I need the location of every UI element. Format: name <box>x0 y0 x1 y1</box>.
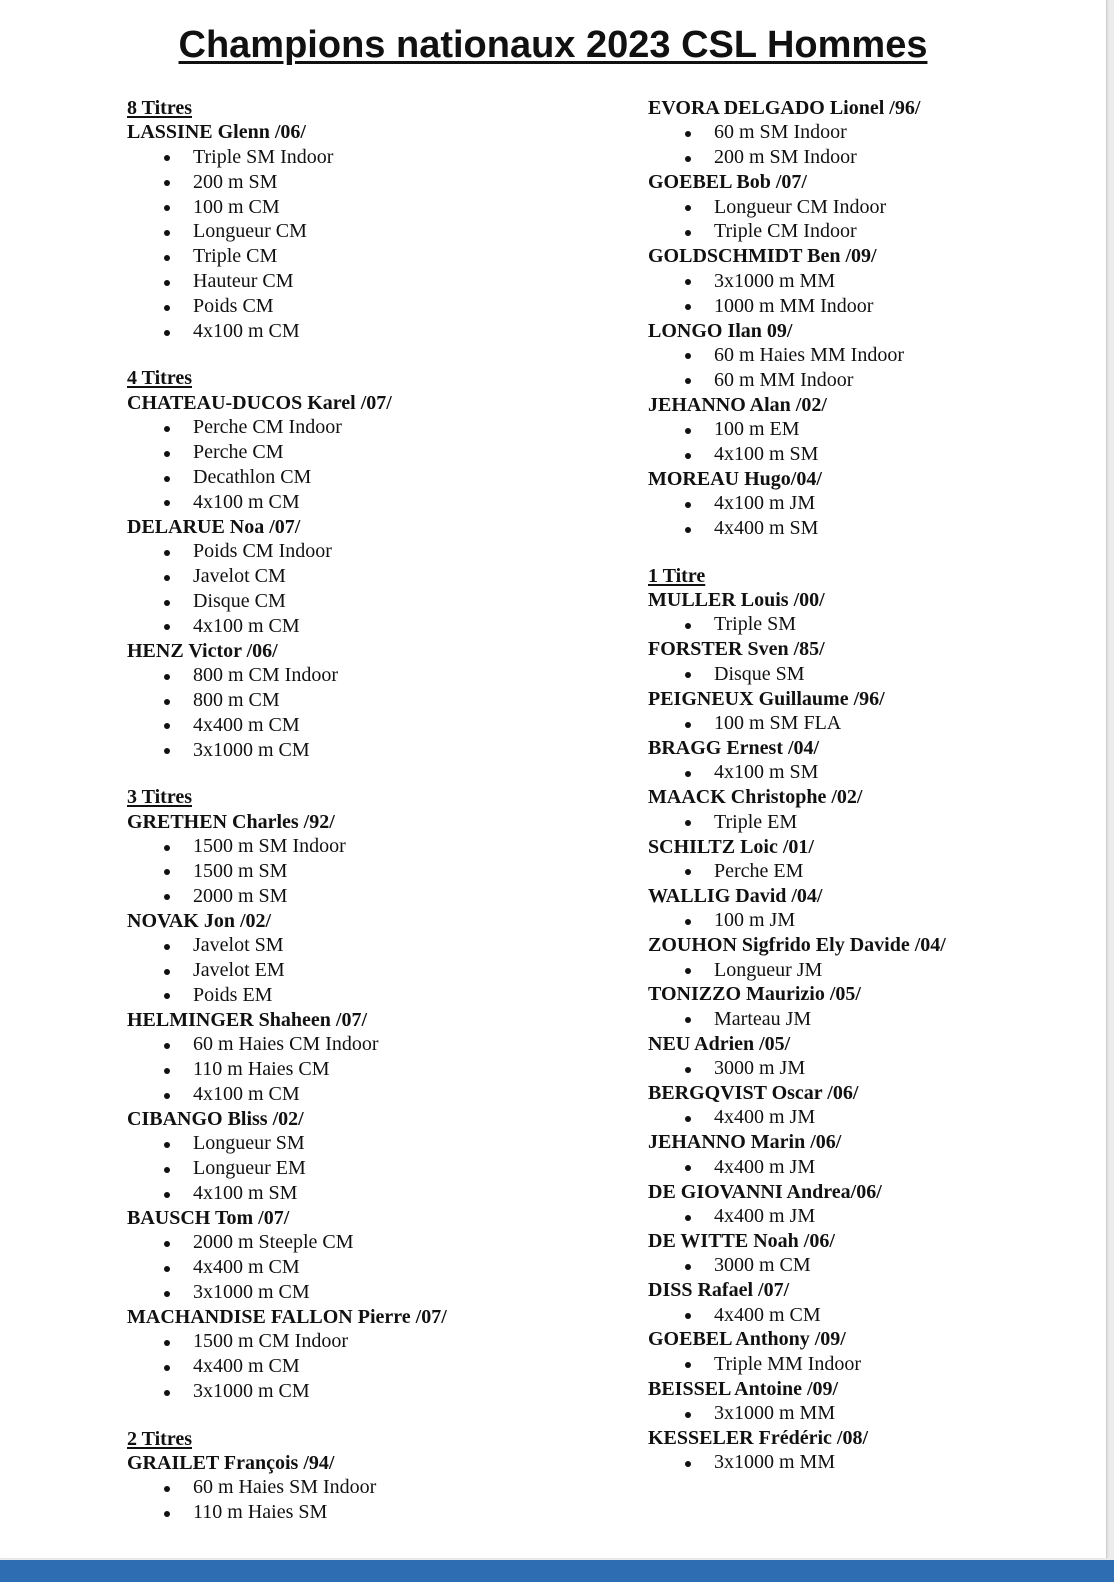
event-list <box>648 1303 1088 1328</box>
event-item: 1500 m CM Indoor <box>127 1329 597 1354</box>
section-heading: 8 Titres <box>127 97 193 119</box>
event-item: Decathlon CM <box>127 465 597 490</box>
athlete-entry <box>648 1081 1088 1130</box>
event-item: 3000 m CM <box>648 1253 1088 1278</box>
event-list <box>648 1401 1088 1426</box>
athlete-name: DE GIOVANNI Andrea/06/ <box>648 1180 882 1203</box>
athlete-entry <box>648 982 1088 1031</box>
athlete-name: BAUSCH Tom /07/ <box>127 1206 290 1229</box>
event-item: 1500 m SM Indoor <box>127 834 597 859</box>
event-item: Longueur CM Indoor <box>648 195 1088 220</box>
event-item: 3x1000 m MM <box>648 1450 1088 1475</box>
athlete-name: KESSELER Frédéric /08/ <box>648 1427 868 1450</box>
athlete-entry <box>648 467 1088 541</box>
athlete-entry <box>648 1327 1088 1376</box>
athlete-name: BRAGG Ernest /04/ <box>648 736 820 759</box>
title-group <box>127 366 597 762</box>
event-item: 4x100 m SM <box>648 442 1088 467</box>
event-item: 4x400 m CM <box>648 1303 1088 1328</box>
event-list <box>648 711 1088 736</box>
event-item: 4x400 m JM <box>648 1204 1088 1229</box>
event-list <box>127 1329 597 1404</box>
athlete-name: ZOUHON Sigfrido Ely Davide /04/ <box>648 934 946 957</box>
event-item: Poids CM <box>127 294 597 319</box>
event-item: 100 m JM <box>648 908 1088 933</box>
event-item: 4x100 m CM <box>127 490 597 515</box>
event-item: Javelot CM <box>127 564 597 589</box>
athlete-entry <box>648 244 1088 318</box>
athlete-name: DE WITTE Noah /06/ <box>648 1229 835 1252</box>
event-item: 100 m SM FLA <box>648 711 1088 736</box>
event-list <box>648 1204 1088 1229</box>
athlete-entry <box>648 1180 1088 1229</box>
event-item: Longueur JM <box>648 958 1088 983</box>
event-list <box>127 415 597 515</box>
athlete-name: SCHILTZ Loic /01/ <box>648 835 814 858</box>
section-heading: 2 Titres <box>127 1427 193 1450</box>
athlete-entry <box>127 1451 597 1525</box>
athlete-name: TONIZZO Maurizio /05/ <box>648 983 861 1006</box>
event-item: 110 m Haies CM <box>127 1057 597 1082</box>
event-item: Javelot SM <box>127 933 597 958</box>
event-item: 4x400 m CM <box>127 1255 597 1280</box>
event-item: 4x100 m CM <box>127 319 597 344</box>
event-item: Disque CM <box>127 589 597 614</box>
athlete-name: PEIGNEUX Guillaume /96/ <box>648 687 885 710</box>
event-item: Triple EM <box>648 810 1088 835</box>
event-item: 4x400 m CM <box>127 1354 597 1379</box>
event-list <box>648 1155 1088 1180</box>
athlete-entry <box>648 736 1088 785</box>
event-list <box>648 1056 1088 1081</box>
event-list <box>648 612 1088 637</box>
event-item: 800 m CM Indoor <box>127 663 597 688</box>
event-item: 4x400 m JM <box>648 1105 1088 1130</box>
event-list <box>127 1032 597 1107</box>
event-item: Perche CM Indoor <box>127 415 597 440</box>
title-group <box>127 785 597 1404</box>
event-list <box>648 908 1088 933</box>
event-item: Javelot EM <box>127 958 597 983</box>
event-item: Poids EM <box>127 983 597 1008</box>
event-list <box>648 859 1088 884</box>
event-item: Longueur SM <box>127 1131 597 1156</box>
athlete-name: MACHANDISE FALLON Pierre /07/ <box>127 1306 447 1329</box>
athlete-name: JEHANNO Marin /06/ <box>648 1131 842 1154</box>
event-item: 4x100 m JM <box>648 491 1088 516</box>
athlete-entry <box>648 1377 1088 1426</box>
athlete-name: HELMINGER Shaheen /07/ <box>127 1008 368 1031</box>
event-item: 3x1000 m MM <box>648 1401 1088 1426</box>
athlete-name: BEISSEL Antoine /09/ <box>648 1377 839 1400</box>
event-item: 4x100 m SM <box>127 1181 597 1206</box>
event-list <box>648 269 1088 319</box>
athlete-name: DISS Rafael /07/ <box>648 1279 790 1302</box>
page-title: Champions nationaux 2023 CSL Hommes <box>178 24 928 66</box>
athlete-name: MOREAU Hugo/04/ <box>648 467 822 490</box>
event-item: 4x100 m CM <box>127 1082 597 1107</box>
event-item: 4x400 m JM <box>648 1155 1088 1180</box>
event-item: 3x1000 m CM <box>127 1280 597 1305</box>
event-item: 60 m Haies SM Indoor <box>127 1475 597 1500</box>
event-list <box>648 1105 1088 1130</box>
event-item: Perche EM <box>648 859 1088 884</box>
event-item: 60 m MM Indoor <box>648 368 1088 393</box>
window-bottom-bar <box>0 1560 1114 1582</box>
event-item: Triple SM <box>648 612 1088 637</box>
athlete-name: GOLDSCHMIDT Ben /09/ <box>648 245 877 268</box>
athlete-entry <box>648 170 1088 244</box>
athlete-entry <box>648 884 1088 933</box>
athlete-entry <box>648 637 1088 686</box>
event-item: Triple CM <box>127 244 597 269</box>
event-item: Disque SM <box>648 662 1088 687</box>
athlete-entry <box>648 319 1088 393</box>
event-list <box>127 1230 597 1305</box>
athlete-entry <box>648 588 1088 637</box>
athlete-name: GOEBEL Bob /07/ <box>648 171 807 194</box>
event-item: Triple MM Indoor <box>648 1352 1088 1377</box>
event-list <box>648 491 1088 541</box>
event-list <box>648 1450 1088 1475</box>
athlete-entry <box>127 1305 597 1404</box>
event-list <box>648 195 1088 245</box>
athlete-name: FORSTER Sven /85/ <box>648 638 825 661</box>
title-group <box>648 564 1088 1476</box>
athlete-name: CIBANGO Bliss /02/ <box>127 1107 304 1130</box>
event-list <box>127 145 597 344</box>
athlete-entry <box>127 639 597 763</box>
event-item: 4x100 m SM <box>648 760 1088 785</box>
athlete-entry <box>127 909 597 1008</box>
event-item: Triple CM Indoor <box>648 219 1088 244</box>
event-list <box>127 663 597 763</box>
section-heading: 4 Titres <box>127 367 193 390</box>
athlete-name: DELARUE Noa /07/ <box>127 515 301 538</box>
athlete-entry <box>127 515 597 639</box>
event-item: 4x400 m CM <box>127 713 597 738</box>
athlete-entry <box>648 687 1088 736</box>
athlete-name: EVORA DELGADO Lionel /96/ <box>648 97 921 119</box>
event-item: 100 m EM <box>648 417 1088 442</box>
athlete-name: JEHANNO Alan /02/ <box>648 393 827 416</box>
event-list <box>127 539 597 639</box>
event-item: 4x400 m SM <box>648 516 1088 541</box>
athlete-entry <box>127 120 597 344</box>
event-item: Longueur CM <box>127 219 597 244</box>
athlete-name: MULLER Louis /00/ <box>648 589 825 612</box>
athlete-name: WALLIG David /04/ <box>648 884 823 907</box>
event-list <box>648 810 1088 835</box>
event-list <box>648 760 1088 785</box>
athlete-entry <box>648 933 1088 982</box>
event-item: 800 m CM <box>127 688 597 713</box>
athlete-entry <box>127 1206 597 1305</box>
athlete-name: LONGO Ilan 09/ <box>648 319 793 342</box>
event-item: 60 m Haies MM Indoor <box>648 343 1088 368</box>
athlete-entry <box>648 96 1088 170</box>
athlete-name: LASSINE Glenn /06/ <box>127 121 306 144</box>
athlete-entry <box>648 1229 1088 1278</box>
event-item: Poids CM Indoor <box>127 539 597 564</box>
event-item: 60 m SM Indoor <box>648 120 1088 145</box>
event-item: Longueur EM <box>127 1156 597 1181</box>
event-item: Hauteur CM <box>127 269 597 294</box>
event-list <box>127 1131 597 1206</box>
athlete-name: GOEBEL Anthony /09/ <box>648 1328 846 1351</box>
athlete-name: BERGQVIST Oscar /06/ <box>648 1082 859 1104</box>
athlete-entry <box>648 1130 1088 1179</box>
athlete-name: CHATEAU-DUCOS Karel /07/ <box>127 391 392 414</box>
event-list <box>648 1253 1088 1278</box>
event-item: 2000 m Steeple CM <box>127 1230 597 1255</box>
event-item: 1500 m SM <box>127 859 597 884</box>
event-list <box>648 1007 1088 1032</box>
event-list <box>648 662 1088 687</box>
event-item: 200 m SM Indoor <box>648 145 1088 170</box>
event-item: 110 m Haies SM <box>127 1500 597 1525</box>
event-item: 2000 m SM <box>127 884 597 909</box>
athlete-name: HENZ Victor /06/ <box>127 639 278 662</box>
event-item: 3x1000 m CM <box>127 738 597 763</box>
title-group <box>127 1427 597 1526</box>
event-list <box>648 417 1088 467</box>
athlete-entry <box>127 391 597 515</box>
event-item: 100 m CM <box>127 195 597 220</box>
event-item: Perche CM <box>127 440 597 465</box>
event-list <box>648 120 1088 170</box>
event-list <box>127 834 597 909</box>
event-item: 1000 m MM Indoor <box>648 294 1088 319</box>
title-group <box>127 96 597 344</box>
athlete-entry <box>648 1426 1088 1475</box>
event-list <box>127 933 597 1008</box>
event-item: 3000 m JM <box>648 1056 1088 1081</box>
athlete-entry <box>648 835 1088 884</box>
athlete-name: NEU Adrien /05/ <box>648 1032 791 1055</box>
event-list <box>648 343 1088 393</box>
athlete-entry <box>127 1107 597 1206</box>
event-item: 60 m Haies CM Indoor <box>127 1032 597 1057</box>
athlete-entry <box>127 1008 597 1107</box>
event-item: 3x1000 m CM <box>127 1379 597 1404</box>
athlete-entry <box>648 1032 1088 1081</box>
athlete-entry <box>127 810 597 909</box>
event-item: Marteau JM <box>648 1007 1088 1032</box>
athlete-entry <box>648 785 1088 834</box>
event-item: 4x100 m CM <box>127 614 597 639</box>
right-column <box>648 96 1088 1498</box>
event-item: 200 m SM <box>127 170 597 195</box>
section-heading: 3 Titres <box>127 786 193 809</box>
section-heading: 1 Titre <box>648 564 706 587</box>
event-list <box>648 1352 1088 1377</box>
athlete-name: GRAILET François /94/ <box>127 1452 335 1475</box>
athlete-name: NOVAK Jon /02/ <box>127 909 272 932</box>
athlete-entry <box>648 393 1088 467</box>
left-column <box>127 96 597 1548</box>
event-list <box>127 1475 597 1525</box>
event-list <box>648 958 1088 983</box>
athlete-entry <box>648 1278 1088 1327</box>
event-item: Triple SM Indoor <box>127 145 597 170</box>
athlete-name: MAACK Christophe /02/ <box>648 786 863 809</box>
athlete-name: GRETHEN Charles /92/ <box>127 810 335 833</box>
title-group <box>648 96 1088 541</box>
event-item: 3x1000 m MM <box>648 269 1088 294</box>
